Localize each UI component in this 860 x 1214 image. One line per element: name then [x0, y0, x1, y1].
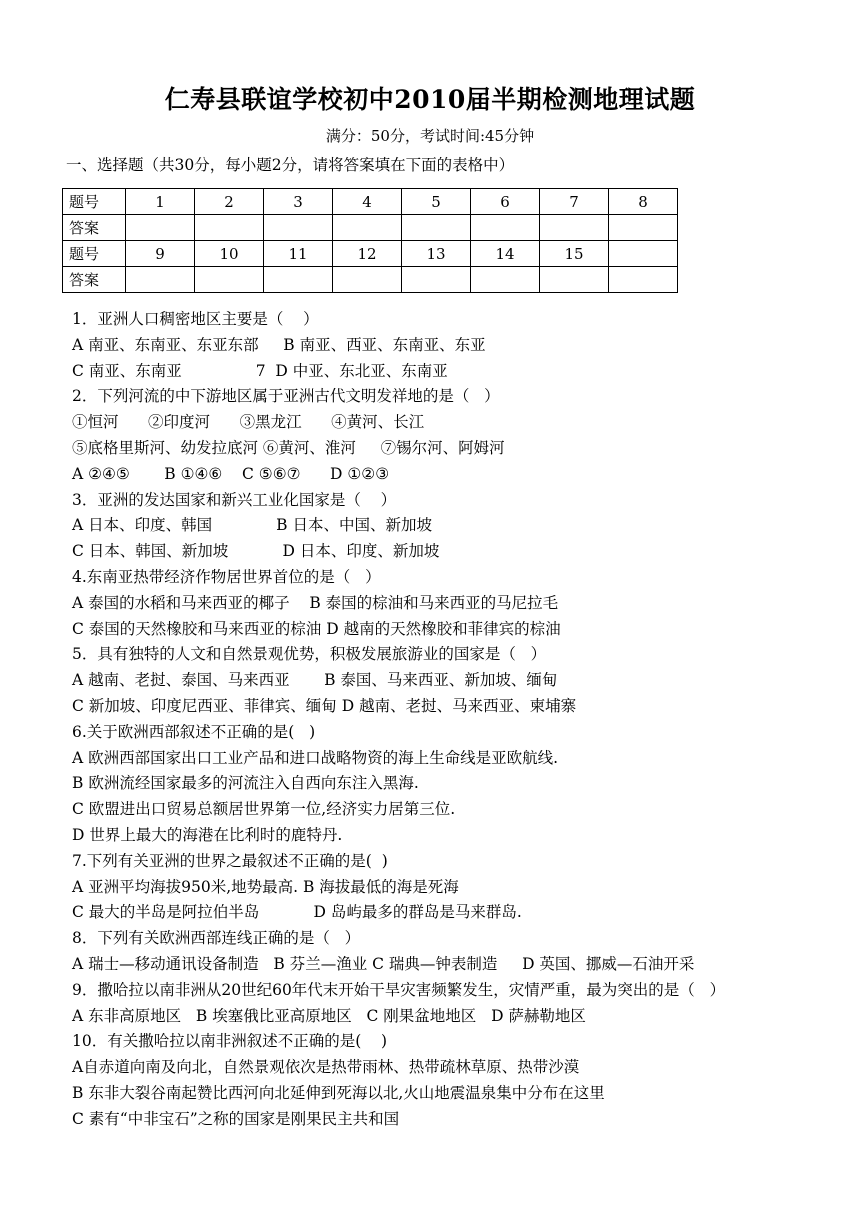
answer-cell[interactable] — [540, 267, 609, 293]
question-line: B 东非大裂谷南起赞比西河向北延伸到死海以北,火山地震温泉集中分布在这里 — [72, 1083, 605, 1102]
answer-table-row — [63, 267, 678, 293]
question-line: C 最大的半岛是阿拉伯半岛 D 岛屿最多的群岛是马来群岛. — [72, 903, 522, 922]
question-line: 10．有关撒哈拉以南非洲叙述不正确的是( ) — [72, 1032, 388, 1051]
question-line: A ②④⑤ B ①④⑥ C ⑤⑥⑦ D ①②③ — [72, 464, 390, 483]
question-line: A 瑞士—移动通讯设备制造 B 芬兰—渔业 C 瑞典—钟表制造 D 英国、挪威—石油开采 — [72, 954, 695, 973]
question-line: A 越南、老挝、泰国、马来西亚 B 泰国、马来西亚、新加坡、缅甸 — [72, 671, 558, 690]
answer-cell[interactable] — [609, 267, 678, 293]
answer-cell[interactable] — [402, 267, 471, 293]
row-label: 答案 — [63, 215, 126, 241]
question-line: A 欧洲西部国家出口工业产品和进口战略物资的海上生命线是亚欧航线. — [72, 748, 559, 767]
question-line: 1．亚洲人口稠密地区主要是（ ） — [72, 310, 319, 328]
question-number-cell: 7 — [540, 189, 609, 215]
page-title: 仁寿县联谊学校初中2010届半期检测地理试题 — [164, 85, 696, 114]
answer-table-row — [63, 215, 678, 241]
question-number-cell: 2 — [195, 189, 264, 215]
question-line: C 欧盟进出口贸易总额居世界第一位,经济实力居第三位. — [72, 800, 456, 819]
question-line: 6.关于欧洲西部叙述不正确的是( ) — [72, 722, 316, 741]
answer-cell[interactable] — [264, 267, 333, 293]
question-number-cell: 1 — [126, 189, 195, 215]
exam-info: 满分：50分，考试时间:45分钟 — [325, 127, 535, 145]
question-number-cell: 4 — [333, 189, 402, 215]
question-line: 7.下列有关亚洲的世界之最叙述不正确的是( ) — [72, 851, 388, 870]
row-label: 题号 — [63, 189, 126, 215]
question-line: C 日本、韩国、新加坡 D 日本、印度、新加坡 — [72, 542, 440, 561]
question-line: 2．下列河流的中下游地区属于亚洲古代文明发祥地的是（ ） — [72, 387, 500, 406]
question-line: C 新加坡、印度尼西亚、菲律宾、缅甸 D 越南、老挝、马来西亚、柬埔寨 — [72, 696, 577, 715]
answer-table — [62, 188, 678, 293]
answer-cell[interactable] — [333, 267, 402, 293]
answer-cell[interactable] — [195, 215, 264, 241]
question-line: 8．下列有关欧洲西部连线正确的是（ ） — [72, 929, 361, 948]
question-number-cell: 9 — [126, 241, 195, 267]
question-list — [72, 307, 832, 1133]
answer-cell[interactable] — [126, 267, 195, 293]
question-number-cell: 5 — [402, 189, 471, 215]
answer-cell[interactable] — [609, 215, 678, 241]
answer-cell[interactable] — [195, 267, 264, 293]
question-line: A 南亚、东南亚、东亚东部 B 南亚、西亚、东南亚、东亚 — [72, 335, 486, 354]
question-line: C 南亚、东南亚 7 D 中亚、东北亚、东南亚 — [72, 361, 448, 380]
question-line: A自赤道向南及向北，自然景观依次是热带雨林、热带疏林草原、热带沙漠 — [72, 1058, 580, 1077]
answer-cell[interactable] — [471, 267, 540, 293]
question-number-cell — [609, 241, 678, 267]
question-number-cell: 12 — [333, 241, 402, 267]
question-line: A 亚洲平均海拔950米,地势最高. B 海拔最低的海是死海 — [72, 877, 459, 896]
question-number-cell: 13 — [402, 241, 471, 267]
question-line: 5．具有独特的人文和自然景观优势，积极发展旅游业的国家是（ ） — [72, 645, 547, 664]
question-number-cell: 3 — [264, 189, 333, 215]
section-heading: 一、选择题（共30分，每小题2分，请将答案填在下面的表格中） — [66, 156, 515, 174]
question-line: 3．亚洲的发达国家和新兴工业化国家是（ ） — [72, 490, 397, 509]
question-number-cell: 10 — [195, 241, 264, 267]
question-line: ⑤底格里斯河、幼发拉底河 ⑥黄河、淮河 ⑦锡尔河、阿姆河 — [72, 438, 505, 457]
answer-table-row — [63, 241, 678, 267]
question-line: 4.东南亚热带经济作物居世界首位的是（ ） — [72, 567, 381, 586]
answer-cell[interactable] — [126, 215, 195, 241]
row-label: 答案 — [63, 267, 126, 293]
question-line: C 泰国的天然橡胶和马来西亚的棕油 D 越南的天然橡胶和菲律宾的棕油 — [72, 619, 561, 638]
question-line: A 东非高原地区 B 埃塞俄比亚高原地区 C 刚果盆地地区 D 萨赫勒地区 — [72, 1006, 586, 1025]
question-number-cell: 15 — [540, 241, 609, 267]
answer-cell[interactable] — [264, 215, 333, 241]
answer-cell[interactable] — [402, 215, 471, 241]
answer-cell[interactable] — [333, 215, 402, 241]
question-line: 9．撒哈拉以南非洲从20世纪60年代末开始干旱灾害频繁发生，灾情严重，最为突出的是（ ） — [72, 980, 726, 999]
question-line: B 欧洲流经国家最多的河流注入自西向东注入黑海. — [72, 774, 419, 793]
question-number-cell: 14 — [471, 241, 540, 267]
row-label: 题号 — [63, 241, 126, 267]
question-line: A 日本、印度、韩国 B 日本、中国、新加坡 — [72, 516, 432, 535]
answer-cell[interactable] — [540, 215, 609, 241]
question-number-cell: 6 — [471, 189, 540, 215]
question-line: C 素有“中非宝石”之称的国家是刚果民主共和国 — [72, 1109, 400, 1128]
question-number-cell: 11 — [264, 241, 333, 267]
question-line: ①恒河 ②印度河 ③黑龙江 ④黄河、长江 — [72, 413, 425, 432]
question-number-cell: 8 — [609, 189, 678, 215]
answer-table-row — [63, 189, 678, 215]
question-line: A 泰国的水稻和马来西亚的椰子 B 泰国的棕油和马来西亚的马尼拉毛 — [72, 593, 559, 612]
question-line: D 世界上最大的海港在比利时的鹿特丹. — [72, 825, 343, 844]
answer-cell[interactable] — [471, 215, 540, 241]
